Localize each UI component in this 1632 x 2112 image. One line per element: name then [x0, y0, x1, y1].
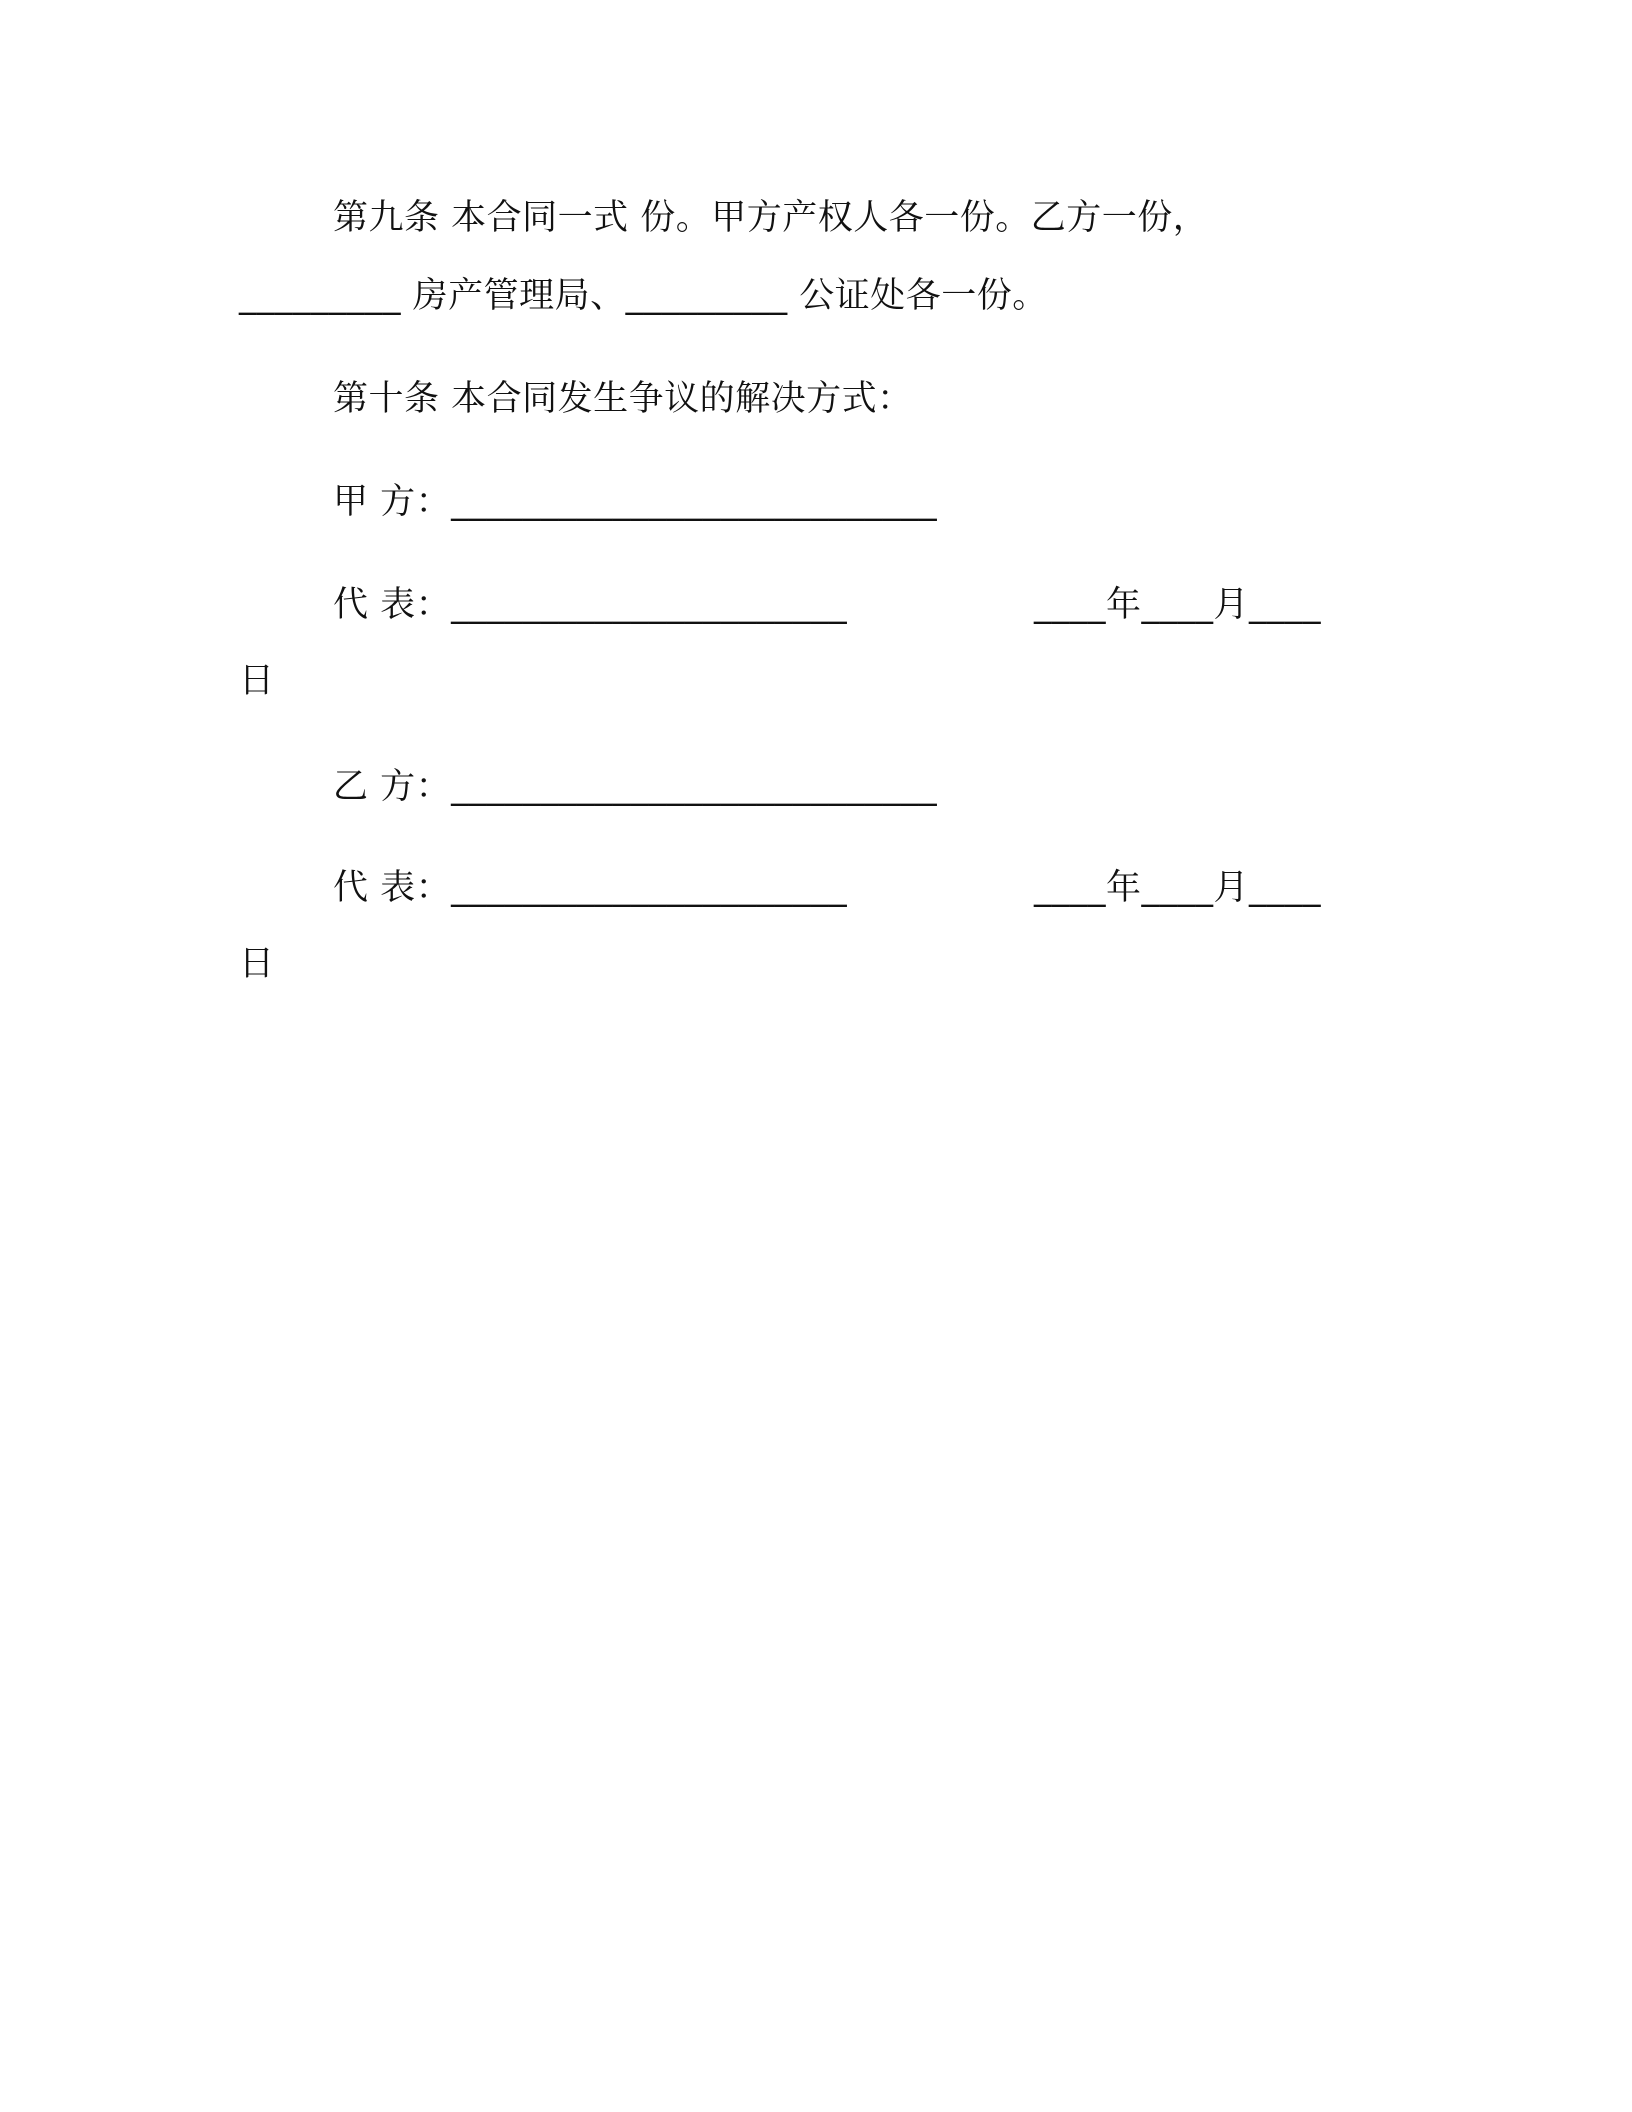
party-b-date-day: 日	[239, 944, 275, 984]
party-b-signature-line: 乙 方：___________________________	[333, 767, 938, 807]
article-9-line-1: 第九条 本合同一式 份。甲方产权人各一份。乙方一份，	[333, 198, 1209, 238]
article-9-line-2: _________ 房产管理局、_________ 公证处各一份。	[239, 276, 1048, 316]
party-a-signature-line: 甲 方：___________________________	[333, 482, 938, 522]
party-a-date-day: 日	[239, 661, 275, 701]
party-a-representative-line: 代 表：______________________	[333, 585, 848, 625]
party-a-date-line: ____年____月____	[1034, 585, 1322, 625]
article-10: 第十条 本合同发生争议的解决方式：	[333, 379, 913, 419]
party-b-date-line: ____年____月____	[1034, 868, 1322, 908]
party-b-representative-line: 代 表：______________________	[333, 868, 848, 908]
